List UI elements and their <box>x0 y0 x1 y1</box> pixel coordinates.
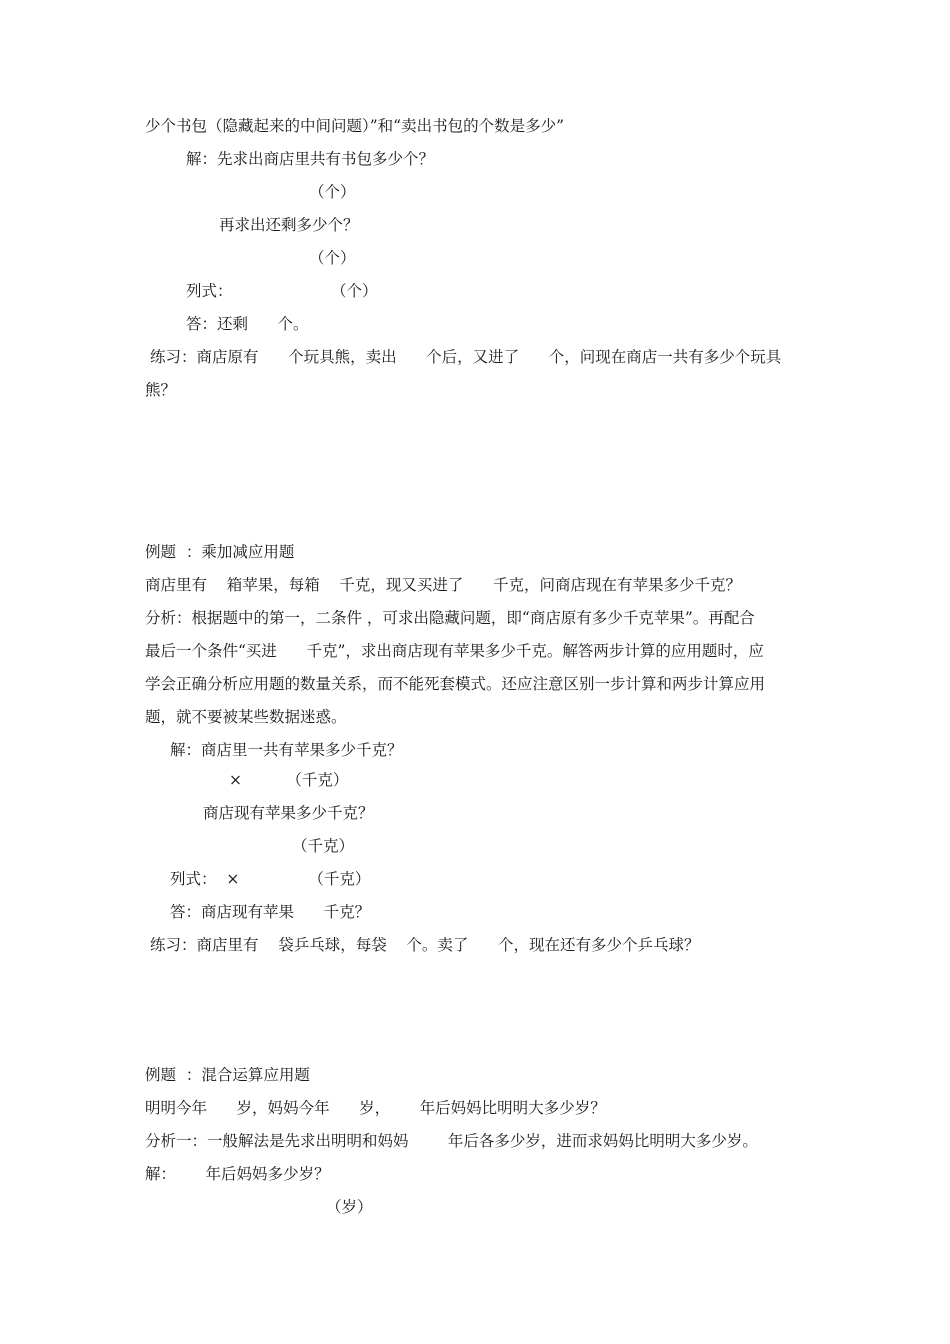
example-question-3: 明明今年 岁，妈妈今年 岁， 年后妈妈比明明大多少岁？ <box>145 1099 606 1117</box>
analysis-line-3: 学会正确分析应用题的数量关系，而不能死套模式。还应注意区别一步计算和两步计算应用 <box>145 675 766 693</box>
solution-step-4: 商店现有苹果多少千克？ <box>203 804 374 822</box>
answer-line: 答：还剩 个。 <box>186 315 309 333</box>
unit-label-1: （个） <box>309 183 356 201</box>
intro-line: 少个书包（隐藏起来的中间问题）”和“卖出书包的个数是多少” <box>145 117 565 135</box>
unit-label-3: （千克） <box>292 837 355 855</box>
unit-label-2: （个） <box>309 249 356 267</box>
solution-step-5: 解： 年后妈妈多少岁？ <box>145 1165 330 1183</box>
calc-line: × （千克） <box>229 771 349 789</box>
practice-line-1: 练习：商店原有 个玩具熊，卖出 个后，又进了 个，问现在商店一共有多少个玩具 <box>150 348 782 366</box>
example-title-2: 例题 ：乘加减应用题 <box>145 543 295 561</box>
solution-step-2: 再求出还剩多少个？ <box>219 216 359 234</box>
solution-step-1: 解：先求出商店里共有书包多少个？ <box>186 150 435 168</box>
unit-label-4: （岁） <box>326 1198 373 1216</box>
formula-line: 列式： （个） <box>186 282 378 300</box>
analysis-line-5: 分析一：一般解法是先求出明明和妈妈 年后各多少岁，进而求妈妈比明明大多少岁。 <box>145 1132 758 1150</box>
practice-line-2: 熊？ <box>145 381 177 399</box>
example-question-2: 商店里有 箱苹果，每箱 千克，现又买进了 千克，问商店现在有苹果多少千克？ <box>145 576 741 594</box>
solution-step-3: 解：商店里一共有苹果多少千克？ <box>170 741 403 759</box>
analysis-line-2: 最后一个条件“买进 千克”，求出商店现有苹果多少千克。解答两步计算的应用题时，应 <box>145 642 764 660</box>
analysis-line-4: 题，就不要被某些数据迷惑。 <box>145 708 347 726</box>
formula-line-2: 列式： × （千克） <box>170 870 371 888</box>
practice-line-3: 练习：商店里有 袋乒乓球，每袋 个。卖了 个，现在还有多少个乒乓球？ <box>150 936 700 954</box>
answer-line-2: 答：商店现有苹果 千克？ <box>170 903 371 921</box>
analysis-line-1: 分析：根据题中的第一，二条件 ，可求出隐藏问题，即“商店原有多少千克苹果”。再配合 <box>145 609 755 627</box>
example-title-3: 例题 ：混合运算应用题 <box>145 1066 310 1084</box>
